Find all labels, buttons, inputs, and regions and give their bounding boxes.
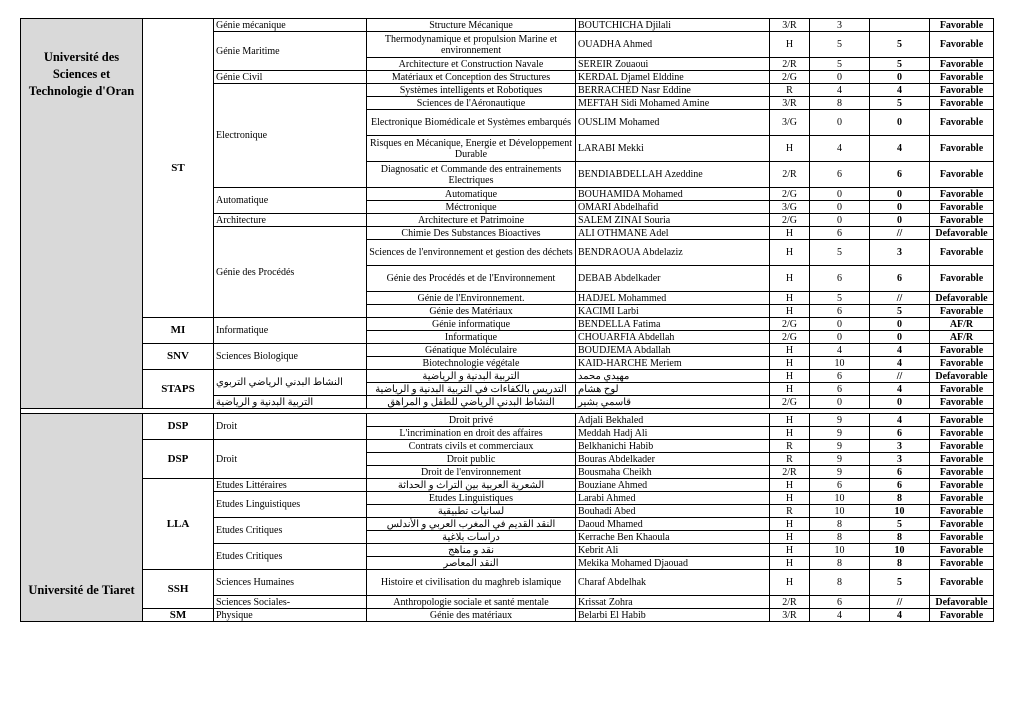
candidate-name-cell: Bousmaha Cheikh xyxy=(576,466,770,479)
score-retained-cell xyxy=(870,19,930,32)
score-retained-cell: 0 xyxy=(870,188,930,201)
specialty-cell: Thermodynamique et propulsion Marine et environnement xyxy=(367,32,576,58)
grade-cell: H xyxy=(770,370,810,383)
specialty-cell: النشاط البدني الرياضي للطفل و المراهق xyxy=(367,396,576,409)
score-cell: 9 xyxy=(810,414,870,427)
specialty-cell: Sciences de l'Aéronautique xyxy=(367,97,576,110)
score-retained-cell: 5 xyxy=(870,305,930,318)
candidate-name-cell: SEREIR Zouaoui xyxy=(576,58,770,71)
specialty-cell: Génie des Procédés et de l'Environnement xyxy=(367,266,576,292)
candidate-name-cell: OUADHA Ahmed xyxy=(576,32,770,58)
specialty-cell: Anthropologie sociale et santé mentale xyxy=(367,596,576,609)
field-name-cell: التربية البدنية و الرياضية xyxy=(214,396,367,409)
decision-cell: Favorable xyxy=(930,266,994,292)
score-cell: 9 xyxy=(810,453,870,466)
grade-cell: H xyxy=(770,305,810,318)
score-retained-cell: 6 xyxy=(870,466,930,479)
grade-cell: 2/R xyxy=(770,162,810,188)
table-row xyxy=(21,609,994,622)
score-retained-cell: // xyxy=(870,292,930,305)
department-code-cell: ST xyxy=(143,19,214,318)
score-retained-cell: 0 xyxy=(870,214,930,227)
specialty-cell: Génie de l'Environnement. xyxy=(367,292,576,305)
specialty-cell: النقد المعاصر xyxy=(367,557,576,570)
specialty-cell: دراسات بلاغية xyxy=(367,531,576,544)
score-retained-cell: 8 xyxy=(870,531,930,544)
score-cell: 0 xyxy=(810,214,870,227)
specialty-cell: Informatique xyxy=(367,331,576,344)
grade-cell: 3/R xyxy=(770,609,810,622)
table-body xyxy=(21,19,994,622)
grade-cell: 2/G xyxy=(770,188,810,201)
decision-cell: Defavorable xyxy=(930,370,994,383)
grade-cell: H xyxy=(770,518,810,531)
decision-cell: Favorable xyxy=(930,201,994,214)
table-row xyxy=(21,414,994,427)
decision-cell: Favorable xyxy=(930,383,994,396)
score-retained-cell: 6 xyxy=(870,266,930,292)
field-name-cell: Automatique xyxy=(214,188,367,214)
score-cell: 5 xyxy=(810,58,870,71)
specialty-cell: Electronique Biomédicale et Systèmes embarqués xyxy=(367,110,576,136)
grade-cell: H xyxy=(770,32,810,58)
score-cell: 10 xyxy=(810,505,870,518)
decision-cell: Favorable xyxy=(930,214,994,227)
decision-cell: Favorable xyxy=(930,570,994,596)
field-name-cell: Physique xyxy=(214,609,367,622)
score-retained-cell: 4 xyxy=(870,357,930,370)
specialty-cell: Génie informatique xyxy=(367,318,576,331)
candidate-name-cell: LARABI Mekki xyxy=(576,136,770,162)
department-code-cell: MI xyxy=(143,318,214,344)
grade-cell: H xyxy=(770,414,810,427)
candidate-name-cell: BOUTCHICHA Djilali xyxy=(576,19,770,32)
specialty-cell: نقد و مناهج xyxy=(367,544,576,557)
field-name-cell: Electronique xyxy=(214,84,367,188)
candidate-name-cell: CHOUARFIA Abdellah xyxy=(576,331,770,344)
candidate-name-cell: Bouhadi Abed xyxy=(576,505,770,518)
score-retained-cell: 3 xyxy=(870,440,930,453)
score-retained-cell: // xyxy=(870,227,930,240)
candidate-name-cell: Krissat Zohra xyxy=(576,596,770,609)
department-code-cell: STAPS xyxy=(143,370,214,409)
grade-cell: 2/R xyxy=(770,596,810,609)
score-cell: 5 xyxy=(810,292,870,305)
department-code-cell: SM xyxy=(143,609,214,622)
field-name-cell: Droit xyxy=(214,414,367,440)
candidate-name-cell: Bouziane Ahmed xyxy=(576,479,770,492)
grade-cell: R xyxy=(770,453,810,466)
grade-cell: H xyxy=(770,266,810,292)
score-retained-cell: 3 xyxy=(870,453,930,466)
score-retained-cell: 4 xyxy=(870,84,930,97)
score-retained-cell: // xyxy=(870,370,930,383)
field-name-cell: Etudes Critiques xyxy=(214,518,367,544)
candidate-name-cell: Kebrit Ali xyxy=(576,544,770,557)
score-cell: 9 xyxy=(810,427,870,440)
field-name-cell: Génie mécanique xyxy=(214,19,367,32)
decision-cell: Favorable xyxy=(930,19,994,32)
decision-cell: Favorable xyxy=(930,414,994,427)
score-cell: 4 xyxy=(810,344,870,357)
score-cell: 6 xyxy=(810,596,870,609)
field-name-cell: النشاط البدني الرياضي التربوي xyxy=(214,370,367,396)
grade-cell: H xyxy=(770,570,810,596)
field-name-cell: Droit xyxy=(214,440,367,479)
decision-cell: Defavorable xyxy=(930,292,994,305)
score-retained-cell: 10 xyxy=(870,505,930,518)
score-cell: 4 xyxy=(810,136,870,162)
score-retained-cell: 10 xyxy=(870,544,930,557)
decision-cell: AF/R xyxy=(930,318,994,331)
score-cell: 8 xyxy=(810,518,870,531)
specialty-cell: النقد القديم في المغرب العربي و الأندلس xyxy=(367,518,576,531)
specialty-cell: Biotechnologie végétale xyxy=(367,357,576,370)
specialty-cell: Structure Mécanique xyxy=(367,19,576,32)
candidate-name-cell: MEFTAH Sidi Mohamed Amine xyxy=(576,97,770,110)
score-cell: 6 xyxy=(810,266,870,292)
score-cell: 6 xyxy=(810,162,870,188)
decision-cell: Favorable xyxy=(930,453,994,466)
university-name-cell: Université des Sciences et Technologie d'Oran xyxy=(21,19,143,409)
specialty-cell: L'incrimination en droit des affaires xyxy=(367,427,576,440)
grade-cell: H xyxy=(770,479,810,492)
decision-cell: Favorable xyxy=(930,32,994,58)
grade-cell: H xyxy=(770,240,810,266)
grade-cell: H xyxy=(770,383,810,396)
candidate-name-cell: BOUDJEMA Abdallah xyxy=(576,344,770,357)
candidate-name-cell: Larabi Ahmed xyxy=(576,492,770,505)
grade-cell: 3/R xyxy=(770,19,810,32)
score-retained-cell: 0 xyxy=(870,396,930,409)
decision-cell: Favorable xyxy=(930,240,994,266)
score-cell: 9 xyxy=(810,466,870,479)
candidate-name-cell: ALI OTHMANE Adel xyxy=(576,227,770,240)
decision-cell: Favorable xyxy=(930,609,994,622)
grade-cell: H xyxy=(770,557,810,570)
department-code-cell: SNV xyxy=(143,344,214,370)
score-cell: 4 xyxy=(810,609,870,622)
decision-cell: Favorable xyxy=(930,479,994,492)
specialty-cell: Systèmes intelligents et Robotiques xyxy=(367,84,576,97)
score-cell: 0 xyxy=(810,396,870,409)
decision-cell: Favorable xyxy=(930,97,994,110)
decision-cell: Favorable xyxy=(930,58,994,71)
specialty-cell: Architecture et Patrimoine xyxy=(367,214,576,227)
table-row xyxy=(21,479,994,492)
score-cell: 3 xyxy=(810,19,870,32)
table-row xyxy=(21,440,994,453)
score-cell: 5 xyxy=(810,240,870,266)
decision-cell: AF/R xyxy=(930,331,994,344)
score-retained-cell: 4 xyxy=(870,344,930,357)
score-retained-cell: 6 xyxy=(870,162,930,188)
score-retained-cell: 5 xyxy=(870,58,930,71)
specialty-cell: Génatique Moléculaire xyxy=(367,344,576,357)
grade-cell: 2/G xyxy=(770,331,810,344)
candidate-name-cell: Bouras Abdelkader xyxy=(576,453,770,466)
grade-cell: H xyxy=(770,544,810,557)
field-name-cell: Architecture xyxy=(214,214,367,227)
candidate-name-cell: Meddah Hadj Ali xyxy=(576,427,770,440)
grade-cell: H xyxy=(770,357,810,370)
specialty-cell: التدريس بالكفاءات في التربية البدنية و الرياضية xyxy=(367,383,576,396)
table-row xyxy=(21,318,994,331)
score-cell: 0 xyxy=(810,110,870,136)
grade-cell: 2/G xyxy=(770,318,810,331)
specialty-cell: Méctronique xyxy=(367,201,576,214)
grade-cell: H xyxy=(770,227,810,240)
candidate-name-cell: BENDIABDELLAH Azeddine xyxy=(576,162,770,188)
decision-cell: Favorable xyxy=(930,162,994,188)
decision-cell: Favorable xyxy=(930,544,994,557)
grade-cell: H xyxy=(770,344,810,357)
grade-cell: H xyxy=(770,427,810,440)
decision-cell: Favorable xyxy=(930,505,994,518)
field-name-cell: Sciences Humaines xyxy=(214,570,367,596)
grade-cell: 2/R xyxy=(770,58,810,71)
score-cell: 8 xyxy=(810,570,870,596)
department-code-cell: DSP xyxy=(143,440,214,479)
score-retained-cell: 4 xyxy=(870,414,930,427)
candidate-name-cell: Charaf Abdelhak xyxy=(576,570,770,596)
department-code-cell: SSH xyxy=(143,570,214,609)
specialty-cell: Sciences de l'environnement et gestion des déchets xyxy=(367,240,576,266)
grade-cell: R xyxy=(770,505,810,518)
score-cell: 6 xyxy=(810,370,870,383)
table-row xyxy=(21,344,994,357)
decision-cell: Favorable xyxy=(930,440,994,453)
candidates-table xyxy=(20,18,994,622)
score-retained-cell: 0 xyxy=(870,71,930,84)
grade-cell: H xyxy=(770,136,810,162)
field-name-cell: Sciences Biologique xyxy=(214,344,367,370)
grade-cell: 2/R xyxy=(770,466,810,479)
score-retained-cell: 5 xyxy=(870,570,930,596)
score-cell: 0 xyxy=(810,71,870,84)
candidate-name-cell: KAID-HARCHE Meriem xyxy=(576,357,770,370)
candidate-name-cell: Belarbi El Habib xyxy=(576,609,770,622)
decision-cell: Favorable xyxy=(930,110,994,136)
score-cell: 10 xyxy=(810,492,870,505)
field-name-cell: Génie Maritime xyxy=(214,32,367,71)
candidate-name-cell: HADJEL Mohammed xyxy=(576,292,770,305)
grade-cell: 2/G xyxy=(770,214,810,227)
score-retained-cell: 4 xyxy=(870,136,930,162)
candidate-name-cell: Mekika Mohamed Djaouad xyxy=(576,557,770,570)
decision-cell: Defavorable xyxy=(930,596,994,609)
specialty-cell: التربية البدنية و الرياضية xyxy=(367,370,576,383)
specialty-cell: Droit privé xyxy=(367,414,576,427)
score-retained-cell: 5 xyxy=(870,518,930,531)
decision-cell: Favorable xyxy=(930,305,994,318)
specialty-cell: Risques en Mécanique, Energie et Développement Durable xyxy=(367,136,576,162)
candidate-name-cell: قاسمي بشير xyxy=(576,396,770,409)
table-row xyxy=(21,570,994,596)
score-retained-cell: 5 xyxy=(870,32,930,58)
score-cell: 8 xyxy=(810,557,870,570)
grade-cell: H xyxy=(770,531,810,544)
candidate-name-cell: Kerrache Ben Khaoula xyxy=(576,531,770,544)
candidate-name-cell: SALEM ZINAI Souria xyxy=(576,214,770,227)
candidate-name-cell: Adjali Bekhaled xyxy=(576,414,770,427)
decision-cell: Favorable xyxy=(930,427,994,440)
field-name-cell: Génie Civil xyxy=(214,71,367,84)
score-retained-cell: 8 xyxy=(870,557,930,570)
candidate-name-cell: BERRACHED Nasr Eddine xyxy=(576,84,770,97)
candidate-name-cell: BENDRAOUA Abdelaziz xyxy=(576,240,770,266)
candidate-name-cell: لوح هشام xyxy=(576,383,770,396)
specialty-cell: الشعرية العربية بين التراث و الحداثة xyxy=(367,479,576,492)
candidate-name-cell: KACIMI Larbi xyxy=(576,305,770,318)
specialty-cell: Etudes Linguistiques xyxy=(367,492,576,505)
specialty-cell: Chimie Des Substances Bioactives xyxy=(367,227,576,240)
score-retained-cell: 0 xyxy=(870,201,930,214)
decision-cell: Favorable xyxy=(930,84,994,97)
specialty-cell: Matériaux et Conception des Structures xyxy=(367,71,576,84)
decision-cell: Favorable xyxy=(930,188,994,201)
candidate-name-cell: BENDELLA Fatima xyxy=(576,318,770,331)
specialty-cell: لسانيات تطبيقية xyxy=(367,505,576,518)
score-retained-cell: 6 xyxy=(870,427,930,440)
department-code-cell: DSP xyxy=(143,414,214,440)
candidate-name-cell: OUSLIM Mohamed xyxy=(576,110,770,136)
decision-cell: Favorable xyxy=(930,531,994,544)
decision-cell: Favorable xyxy=(930,492,994,505)
candidate-name-cell: Daoud Mhamed xyxy=(576,518,770,531)
score-retained-cell: 0 xyxy=(870,110,930,136)
field-name-cell: Etudes Littéraires xyxy=(214,479,367,492)
score-cell: 6 xyxy=(810,227,870,240)
specialty-cell: Contrats civils et commerciaux xyxy=(367,440,576,453)
candidate-name-cell: Belkhanichi Habib xyxy=(576,440,770,453)
score-cell: 0 xyxy=(810,188,870,201)
specialty-cell: Génie des Matériaux xyxy=(367,305,576,318)
score-retained-cell: 4 xyxy=(870,609,930,622)
candidate-name-cell: BOUHAMIDA Mohamed xyxy=(576,188,770,201)
specialty-cell: Diagnosatic et Commande des entrainements Electriques xyxy=(367,162,576,188)
grade-cell: R xyxy=(770,84,810,97)
grade-cell: H xyxy=(770,292,810,305)
score-cell: 5 xyxy=(810,32,870,58)
score-cell: 4 xyxy=(810,84,870,97)
score-retained-cell: 6 xyxy=(870,479,930,492)
university-name-cell: Université de Tiaret xyxy=(21,414,143,622)
score-cell: 0 xyxy=(810,331,870,344)
score-cell: 0 xyxy=(810,318,870,331)
score-retained-cell: 3 xyxy=(870,240,930,266)
decision-cell: Favorable xyxy=(930,466,994,479)
specialty-cell: Automatique xyxy=(367,188,576,201)
score-retained-cell: // xyxy=(870,596,930,609)
decision-cell: Favorable xyxy=(930,518,994,531)
score-retained-cell: 8 xyxy=(870,492,930,505)
field-name-cell: Etudes Critiques xyxy=(214,544,367,570)
candidate-name-cell: DEBAB Abdelkader xyxy=(576,266,770,292)
field-name-cell: Sciences Sociales- xyxy=(214,596,367,609)
table-row xyxy=(21,370,994,383)
score-retained-cell: 0 xyxy=(870,331,930,344)
candidate-name-cell: KERDAL Djamel Elddine xyxy=(576,71,770,84)
score-retained-cell: 4 xyxy=(870,383,930,396)
grade-cell: 2/G xyxy=(770,396,810,409)
grade-cell: 2/G xyxy=(770,71,810,84)
score-retained-cell: 5 xyxy=(870,97,930,110)
score-retained-cell: 0 xyxy=(870,318,930,331)
department-code-cell: LLA xyxy=(143,479,214,570)
grade-cell: 3/R xyxy=(770,97,810,110)
grade-cell: 3/G xyxy=(770,201,810,214)
score-cell: 6 xyxy=(810,383,870,396)
grade-cell: R xyxy=(770,440,810,453)
table-row xyxy=(21,19,994,32)
decision-cell: Favorable xyxy=(930,136,994,162)
decision-cell: Defavorable xyxy=(930,227,994,240)
decision-cell: Favorable xyxy=(930,557,994,570)
score-cell: 10 xyxy=(810,357,870,370)
specialty-cell: Architecture et Construction Navale xyxy=(367,58,576,71)
grade-cell: 3/G xyxy=(770,110,810,136)
candidate-name-cell: مهيدي محمد xyxy=(576,370,770,383)
score-cell: 8 xyxy=(810,531,870,544)
decision-cell: Favorable xyxy=(930,344,994,357)
candidate-name-cell: OMARI Abdelhafid xyxy=(576,201,770,214)
decision-cell: Favorable xyxy=(930,396,994,409)
score-cell: 8 xyxy=(810,97,870,110)
score-cell: 6 xyxy=(810,305,870,318)
specialty-cell: Droit public xyxy=(367,453,576,466)
decision-cell: Favorable xyxy=(930,71,994,84)
field-name-cell: Génie des Procédés xyxy=(214,227,367,318)
field-name-cell: Informatique xyxy=(214,318,367,344)
decision-cell: Favorable xyxy=(930,357,994,370)
specialty-cell: Histoire et civilisation du maghreb islamique xyxy=(367,570,576,596)
specialty-cell: Génie des matériaux xyxy=(367,609,576,622)
score-cell: 10 xyxy=(810,544,870,557)
specialty-cell: Droit de l'environnement xyxy=(367,466,576,479)
field-name-cell: Etudes Linguistiques xyxy=(214,492,367,518)
score-cell: 6 xyxy=(810,479,870,492)
grade-cell: H xyxy=(770,492,810,505)
score-cell: 0 xyxy=(810,201,870,214)
score-cell: 9 xyxy=(810,440,870,453)
